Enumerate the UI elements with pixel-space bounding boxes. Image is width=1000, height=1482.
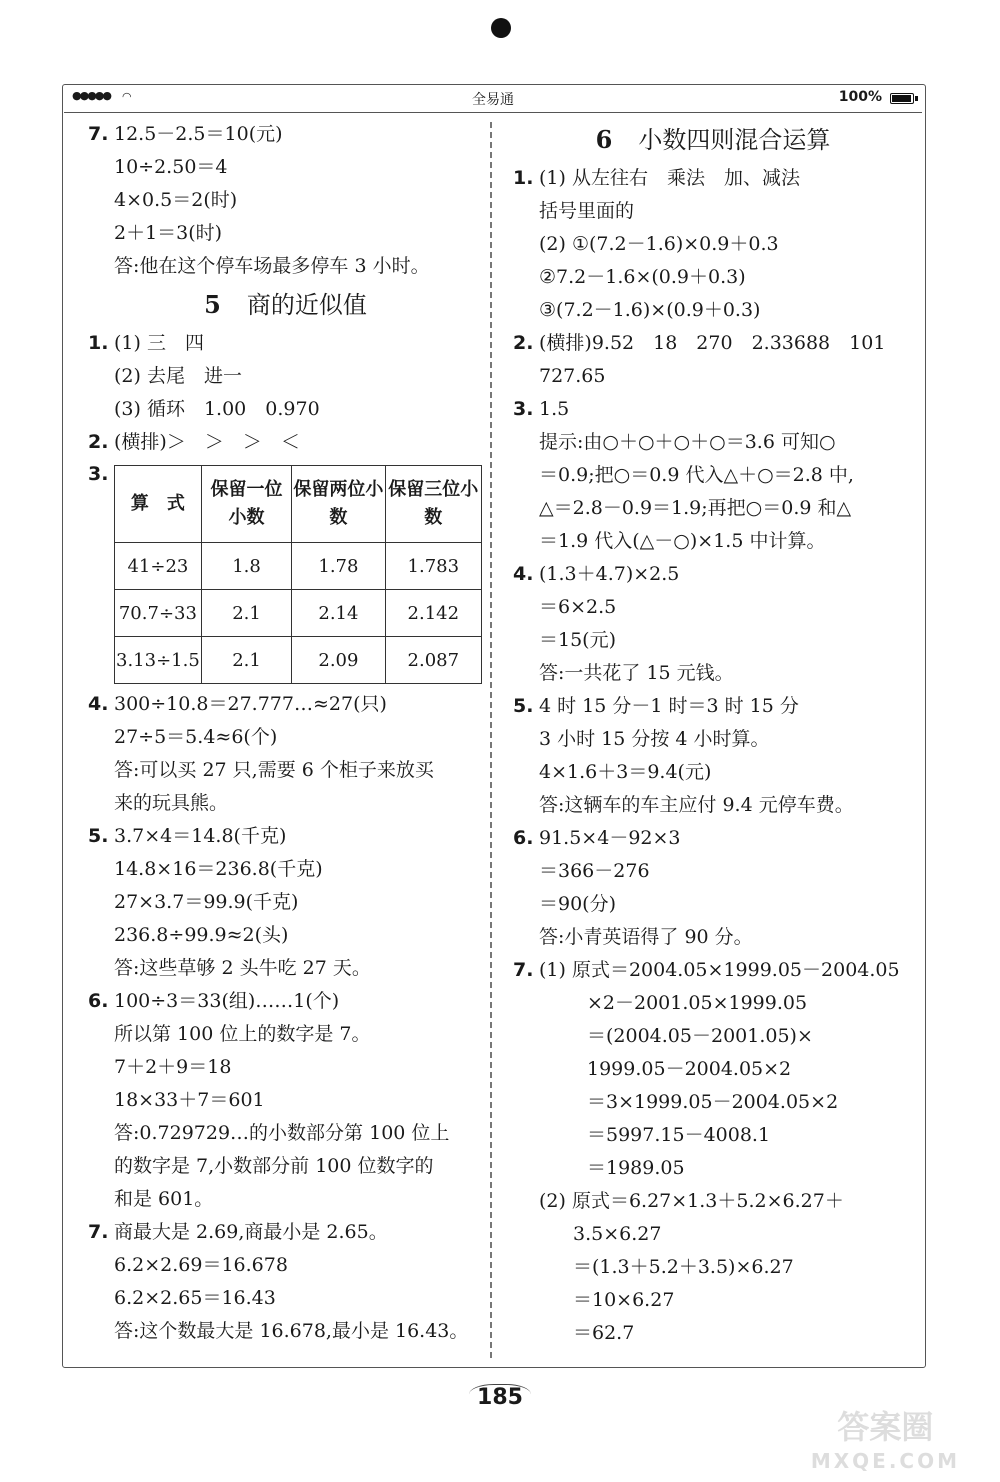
app-title: 全易通: [472, 92, 514, 108]
table-cell: 70.7÷33: [115, 590, 202, 637]
answer-line: 答:这些草够 2 头牛吃 27 天。: [114, 957, 371, 979]
answer-line: 6. 100÷3＝33(组)……1(个): [88, 990, 340, 1012]
answer-line: (2) 原式＝6.27×1.3＋5.2×6.27＋: [539, 1190, 844, 1212]
signal-icon: ●●●●●: [72, 89, 110, 102]
battery-icon: [890, 93, 914, 104]
table-cell: 2.14: [292, 590, 385, 637]
answer-line: ＝62.7: [573, 1322, 635, 1344]
answer-line: ＝3×1999.05－2004.05×2: [587, 1091, 839, 1113]
table-header: 算 式: [115, 466, 202, 543]
answer-line: ＝0.9;把○＝0.9 代入△＋○＝2.8 中,: [539, 464, 854, 486]
answer-line: 7. 商最大是 2.69,商最小是 2.65。: [88, 1221, 388, 1243]
table-cell: 1.78: [292, 543, 385, 590]
section-title: 6 小数四则混合运算: [595, 125, 831, 154]
table-cell: 41÷23: [115, 543, 202, 590]
answer-line: 答:这辆车的车主应付 9.4 元停车费。: [539, 794, 854, 816]
camera-dot: [491, 18, 511, 38]
table-cell: 3.13÷1.5: [115, 637, 202, 684]
answer-line: 答:小青英语得了 90 分。: [539, 926, 753, 948]
table-cell: 2.1: [201, 590, 291, 637]
answer-line: 5. 4 时 15 分－1 时＝3 时 15 分: [513, 695, 799, 717]
wifi-icon: ◠: [122, 90, 132, 103]
answer-line: ＝15(元): [539, 629, 617, 651]
table-row: [115, 637, 482, 684]
rounding-table: [114, 465, 482, 684]
page-number: 185: [469, 1384, 531, 1410]
answer-line: 的数字是 7,小数部分前 100 位数字的: [114, 1155, 434, 1177]
answer-line: ＝6×2.5: [539, 596, 617, 618]
answer-line: (2) ①(7.2－1.6)×0.9＋0.3: [539, 233, 779, 255]
answer-line: 27÷5＝5.4≈6(个): [114, 726, 278, 748]
battery-percent: 100%: [838, 89, 882, 105]
answer-line: 27×3.7＝99.9(千克): [114, 891, 299, 913]
answer-line: ＝90(分): [539, 893, 617, 915]
answer-line: 4. (1.3＋4.7)×2.5: [513, 563, 680, 585]
answer-line: ×2－2001.05×1999.05: [587, 992, 808, 1014]
answer-line: ③(7.2－1.6)×(0.9＋0.3): [539, 299, 761, 321]
table-row: [115, 590, 482, 637]
answer-line: 6.2×2.69＝16.678: [114, 1254, 288, 1276]
answer-line: 7. (1) 原式＝2004.05×1999.05－2004.05: [513, 959, 900, 981]
answer-line: 2. (横排)＞ ＞ ＞ ＜: [88, 431, 300, 453]
answer-line: 答:他在这个停车场最多停车 3 小时。: [114, 255, 430, 277]
answer-line: 4. 300÷10.8＝27.777…≈27(只): [88, 693, 387, 715]
answer-line: ＝1.9 代入(△－○)×1.5 中计算。: [539, 530, 826, 552]
answer-line: 和是 601。: [114, 1188, 214, 1210]
table-cell: 2.142: [385, 590, 481, 637]
answer-line: 3.5×6.27: [573, 1223, 662, 1245]
right-column: [513, 118, 913, 1350]
table-row: [115, 543, 482, 590]
page-footer: [0, 1384, 1000, 1410]
answer-line: 答:这个数最大是 16.678,最小是 16.43。: [114, 1320, 469, 1342]
answer-line: 4×1.6＋3＝9.4(元): [539, 761, 712, 783]
answer-line: ＝(1.3＋5.2＋3.5)×6.27: [573, 1256, 794, 1278]
answer-line: ＝366－276: [539, 860, 650, 882]
table-header: 保留两位小数: [292, 466, 385, 543]
answer-line: ＝1989.05: [587, 1157, 685, 1179]
answer-line: 10÷2.50＝4: [114, 156, 228, 178]
answer-line: 5. 3.7×4＝14.8(千克): [88, 825, 287, 847]
answer-line: 1999.05－2004.05×2: [587, 1058, 792, 1080]
answer-line: 18×33＋7＝601: [114, 1089, 265, 1111]
answer-line: 答:可以买 27 只,需要 6 个柜子来放买: [114, 759, 434, 781]
answer-line: 答:0.729729…的小数部分第 100 位上: [114, 1122, 450, 1144]
answer-line: 答:一共花了 15 元钱。: [539, 662, 734, 684]
answer-line: ＝5997.15－4008.1: [587, 1124, 771, 1146]
answer-line: 括号里面的: [539, 200, 635, 222]
table-header: 保留三位小数: [385, 466, 481, 543]
answer-line: 提示:由○＋○＋○＋○＝3.6 可知○: [539, 431, 836, 453]
section-title: 5 商的近似值: [204, 290, 367, 319]
answer-line: 2＋1＝3(时): [114, 222, 223, 244]
table-cell: 1.8: [201, 543, 291, 590]
answer-line: 4×0.5＝2(时): [114, 189, 238, 211]
answer-line: ＝(2004.05－2001.05)×: [587, 1025, 813, 1047]
answer-line: 6.2×2.65＝16.43: [114, 1287, 276, 1309]
answer-line: 7. 12.5－2.5＝10(元): [88, 123, 283, 145]
status-bar: [64, 86, 922, 113]
table-cell: 1.783: [385, 543, 481, 590]
answer-line: 3 小时 15 分按 4 小时算。: [539, 728, 770, 750]
answer-line: △＝2.8－0.9＝1.9;再把○＝0.9 和△: [539, 497, 852, 519]
answer-line: 所以第 100 位上的数字是 7。: [114, 1023, 371, 1045]
answer-line: 236.8÷99.9≈2(头): [114, 924, 289, 946]
answer-line: ＝10×6.27: [573, 1289, 675, 1311]
answer-line: 6. 91.5×4－92×3: [513, 827, 681, 849]
left-column: [88, 118, 483, 1348]
table-header: 保留一位小数: [201, 466, 291, 543]
battery-fill: [892, 95, 911, 102]
table-cell: 2.087: [385, 637, 481, 684]
answer-line: 来的玩具熊。: [114, 792, 229, 814]
answer-line: 7＋2＋9＝18: [114, 1056, 232, 1078]
table-cell: 2.09: [292, 637, 385, 684]
answer-line: 727.65: [539, 365, 606, 387]
watermark: 答案圈 MXQE.COM: [810, 1408, 960, 1473]
answer-line: 3.: [88, 463, 109, 485]
answer-line: 14.8×16＝236.8(千克): [114, 858, 323, 880]
answer-line: 1. (1) 从左往右 乘法 加、减法: [513, 167, 800, 189]
answer-line: (2) 去尾 进一: [114, 365, 242, 387]
answer-line: 2. (横排)9.52 18 270 2.33688 101: [513, 332, 886, 354]
answer-line: 3. 1.5: [513, 398, 570, 420]
answer-line: 1. (1) 三 四: [88, 332, 204, 354]
answer-line: (3) 循环 1.00 0.970: [114, 398, 320, 420]
column-divider: [490, 122, 492, 1358]
table-cell: 2.1: [201, 637, 291, 684]
answer-line: ②7.2－1.6×(0.9＋0.3): [539, 266, 746, 288]
